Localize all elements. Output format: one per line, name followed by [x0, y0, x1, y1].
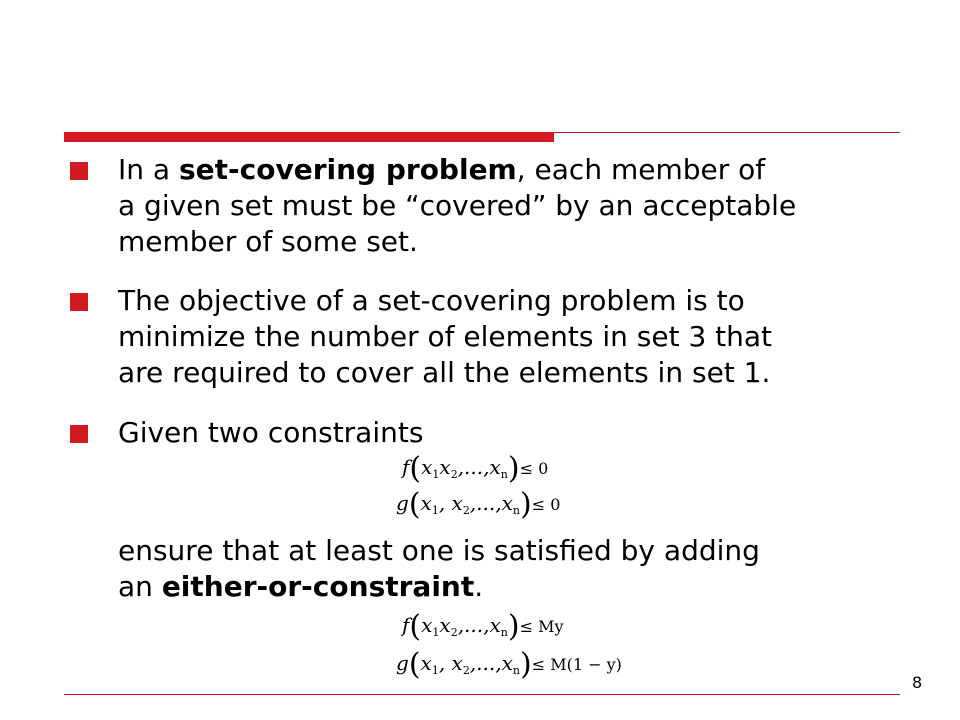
- bullet-2-line-2: minimize the number of elements in set 3 that: [118, 320, 773, 353]
- title-accent-bar: [64, 132, 554, 142]
- page-number: 8: [912, 673, 923, 692]
- bullet-3-continuation: [118, 533, 908, 605]
- bullet-1-text: [118, 152, 908, 260]
- bullet-marker: [70, 425, 88, 443]
- equation-function-name: f: [402, 455, 410, 479]
- equation-constraint-f: $f(x_1x_2,...,x_n)\le 0$: [402, 451, 549, 486]
- bullet-1-line-1: [118, 152, 908, 188]
- bullet-marker: [70, 162, 88, 180]
- equation-relation: ≤ My: [519, 617, 564, 636]
- equation-function-name: g: [396, 651, 409, 675]
- equation-relation: ≤ 0: [519, 459, 549, 478]
- bullet-2-line-1: The objective of a set-covering problem is to: [118, 284, 745, 317]
- bullet-1-text-pre: In a: [118, 153, 179, 186]
- bullet-3-text-pre: an: [118, 570, 162, 603]
- bullet-2-line-3: are required to cover all the elements in set 1.: [118, 356, 771, 389]
- equation-relation: ≤ M(1 − y): [531, 655, 622, 674]
- bullet-3-line-3: [118, 569, 908, 605]
- bullet-3-line-2: ensure that at least one is satisfied by adding: [118, 534, 760, 567]
- equation-function-name: g: [396, 491, 409, 515]
- bullet-1-line-3: member of some set.: [118, 225, 418, 258]
- footer-divider: [64, 694, 900, 695]
- bullet-marker: [70, 293, 88, 311]
- equation-constraint-g: $g(x_1$, $x_2,...,x_n)\le 0$: [396, 487, 561, 522]
- equation-relation: ≤ 0: [531, 495, 561, 514]
- bullet-3-line-1: Given two constraints: [118, 416, 424, 449]
- bullet-2-text: [118, 283, 908, 391]
- bullet-1-text-post: , each member of: [516, 153, 766, 186]
- bullet-1-bold-term: set-covering problem: [178, 153, 517, 186]
- equation-either-or-g: $g(x_1$, $x_2,...,x_n)\le M(1 - y)$: [396, 647, 622, 682]
- bullet-3-text: [118, 415, 908, 451]
- bullet-3-bold-term: either-or-constraint: [161, 570, 475, 603]
- equation-either-or-f: $f(x_1x_2,...,x_n)\le My$: [402, 609, 564, 644]
- equation-function-name: f: [402, 613, 410, 637]
- bullet-1-line-2: a given set must be “covered” by an acceptable: [118, 189, 797, 222]
- bullet-3-text-post: .: [474, 570, 484, 603]
